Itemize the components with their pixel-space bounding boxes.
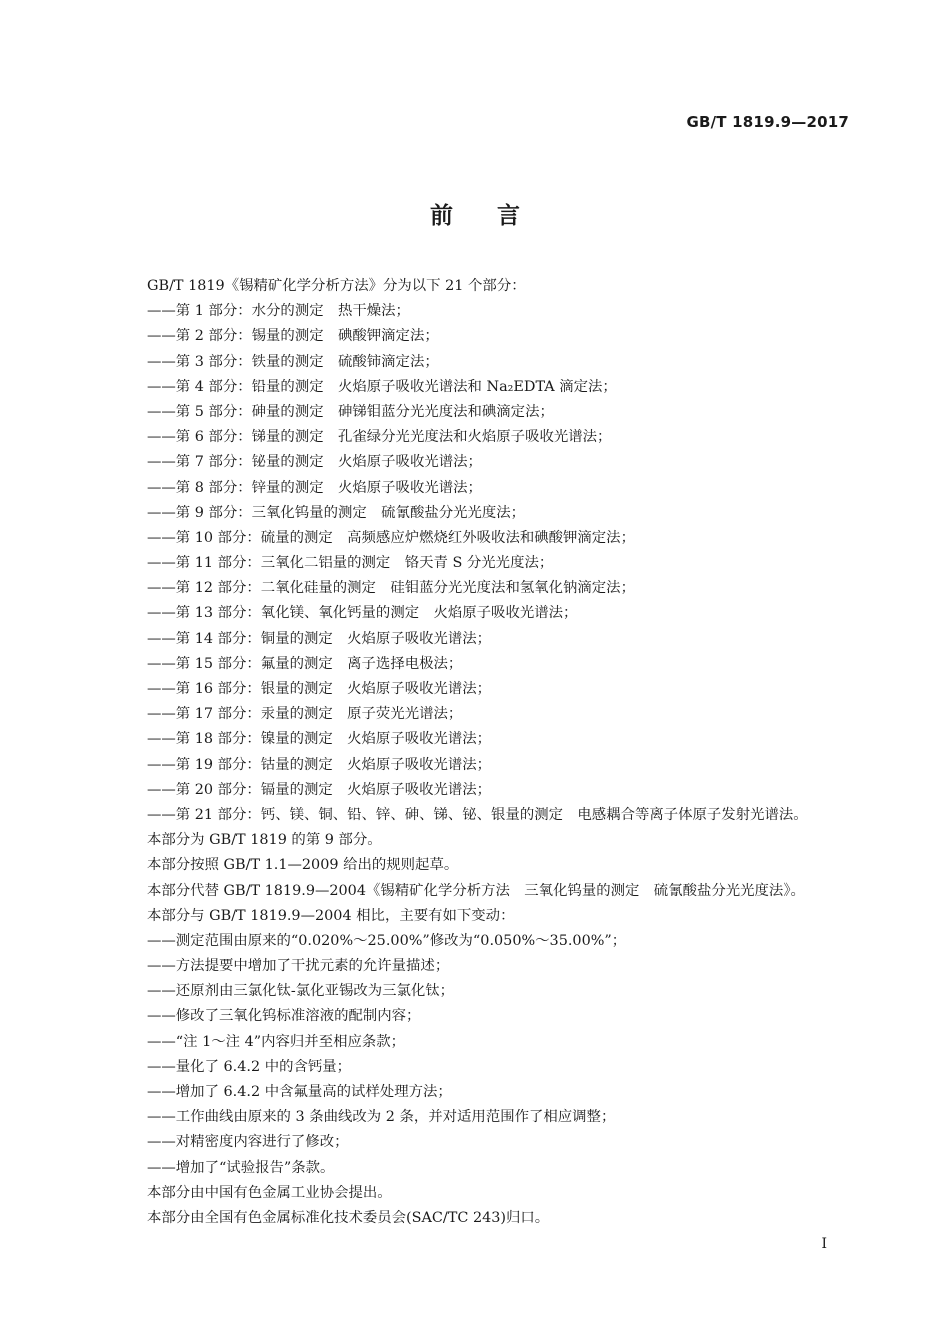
part-item: ——第 4 部分：铅量的测定 火焰原子吸收光谱法和 Na₂EDTA 滴定法； (147, 378, 617, 395)
statement-paragraph: 本部分由全国有色金属标准化技术委员会(SAC/TC 243)归口。 (147, 1209, 550, 1226)
change-item: ——对精密度内容进行了修改； (147, 1134, 349, 1151)
statement-paragraph: 本部分按照 GB/T 1.1—2009 给出的规则起草。 (147, 857, 459, 874)
parts-list (147, 299, 867, 828)
change-item: ——工作曲线由原来的 3 条曲线改为 2 条，并对适用范围作了相应调整； (147, 1109, 616, 1126)
part-item: ——第 18 部分：镍量的测定 火焰原子吸收光谱法； (147, 731, 492, 748)
change-item: ——量化了 6.4.2 中的含钙量； (147, 1058, 352, 1075)
standard-number: GB/T 1819.9—2017 (686, 113, 849, 131)
foreword-body (147, 274, 867, 1231)
change-item: ——增加了“试验报告”条款。 (147, 1159, 335, 1176)
statement-paragraph: 本部分为 GB/T 1819 的第 9 部分。 (147, 832, 382, 849)
statement-paragraph: 本部分与 GB/T 1819.9—2004 相比，主要有如下变动： (147, 907, 515, 924)
page-title: 前言 (430, 203, 564, 229)
change-item: ——“注 1～注 4”内容归并至相应条款； (147, 1033, 406, 1050)
change-item: ——还原剂由三氯化钛-氯化亚锡改为三氯化钛； (147, 983, 455, 1000)
part-item: ——第 1 部分：水分的测定 热干燥法； (147, 303, 410, 320)
part-item: ——第 21 部分：钙、镁、铜、铅、锌、砷、锑、铋、银量的测定 电感耦合等离子体原子发射光谱法。 (147, 806, 808, 823)
page-number: Ⅰ (821, 1236, 827, 1252)
changes-list (147, 929, 867, 1181)
part-item: ——第 16 部分：银量的测定 火焰原子吸收光谱法； (147, 681, 492, 697)
change-item: ——修改了三氧化钨标准溶液的配制内容； (147, 1008, 421, 1025)
statement-paragraph: 本部分代替 GB/T 1819.9—2004《锡精矿化学分析方法 三氧化钨量的测定 硫氰酸盐分光光度法》。 (147, 882, 805, 899)
statements-block (147, 828, 867, 929)
part-item: ——第 14 部分：铜量的测定 火焰原子吸收光谱法； (147, 630, 492, 647)
part-item: ——第 13 部分：氧化镁、氧化钙量的测定 火焰原子吸收光谱法； (147, 605, 578, 622)
part-item: ——第 20 部分：镉量的测定 火焰原子吸收光谱法； (147, 781, 492, 798)
part-item: ——第 9 部分：三氧化钨量的测定 硫氰酸盐分光光度法； (147, 504, 526, 521)
part-item: ——第 7 部分：铋量的测定 火焰原子吸收光谱法； (147, 454, 482, 471)
part-item: ——第 10 部分：硫量的测定 高频感应炉燃烧红外吸收法和碘酸钾滴定法； (147, 529, 635, 546)
part-item: ——第 12 部分：二氧化硅量的测定 硅钼蓝分光光度法和氢氧化钠滴定法； (147, 580, 635, 597)
closing-statements (147, 1181, 867, 1231)
change-item: ——增加了 6.4.2 中含氟量高的试样处理方法； (147, 1084, 452, 1100)
statement-paragraph: 本部分由中国有色金属工业协会提出。 (147, 1184, 392, 1201)
part-item: ——第 15 部分：氟量的测定 离子选择电极法； (147, 655, 463, 672)
part-item: ——第 5 部分：砷量的测定 砷锑钼蓝分光光度法和碘滴定法； (147, 403, 554, 420)
part-item: ——第 11 部分：三氧化二铝量的测定 铬天青 S 分光光度法； (147, 555, 554, 572)
part-item: ——第 8 部分：锌量的测定 火焰原子吸收光谱法； (147, 479, 482, 496)
change-item: ——测定范围由原来的“0.020%～25.00%”修改为“0.050%～35.00%”； (147, 932, 627, 949)
part-item: ——第 6 部分：锑量的测定 孔雀绿分光光度法和火焰原子吸收光谱法； (147, 429, 612, 446)
part-item: ——第 3 部分：铁量的测定 硫酸铈滴定法； (147, 353, 439, 370)
change-item: ——方法提要中增加了干扰元素的允许量描述； (147, 958, 450, 975)
intro-paragraph: GB/T 1819《锡精矿化学分析方法》分为以下 21 个部分： (147, 278, 526, 294)
part-item: ——第 2 部分：锡量的测定 碘酸钾滴定法； (147, 328, 439, 345)
part-item: ——第 19 部分：钴量的测定 火焰原子吸收光谱法； (147, 756, 492, 773)
part-item: ——第 17 部分：汞量的测定 原子荧光光谱法； (147, 706, 463, 723)
